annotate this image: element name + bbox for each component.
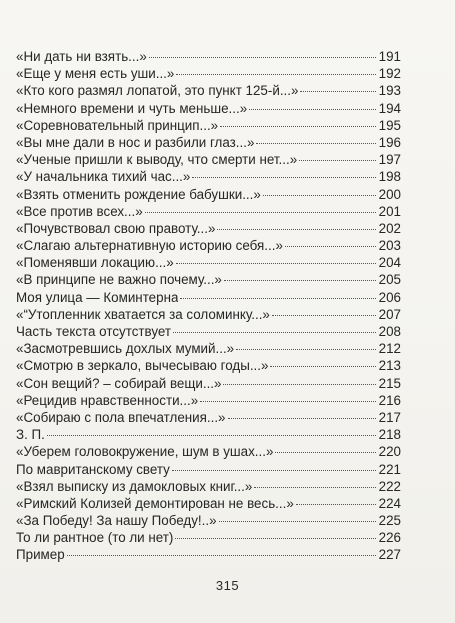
toc-entry-page: 193 [378, 83, 401, 99]
toc-entry [16, 461, 401, 478]
toc-entry-page: 227 [378, 547, 401, 563]
toc-entry-page: 202 [378, 220, 401, 236]
dot-leader [270, 366, 375, 367]
toc-entry-title: «Ни дать ни взять...» [16, 49, 147, 64]
toc-entry [16, 220, 401, 237]
toc-entry [16, 100, 401, 117]
toc-entry [16, 48, 401, 65]
toc-entry-title: «В принципе не важно почему...» [16, 272, 222, 288]
dot-leader [47, 435, 376, 436]
toc-entry-title: «Засмотревшись дохлых мумий...» [16, 341, 235, 357]
toc-entry [16, 529, 401, 546]
toc-entry-title: То ли рантное (то ли нет) [16, 530, 174, 546]
dot-leader [145, 212, 376, 213]
toc-entry-title: «Ученые пришли к выводу, что смерти нет...» [16, 152, 298, 168]
toc-entry-title: «Слагаю альтернативную историю себя...» [16, 238, 283, 254]
toc-entry-page: 191 [378, 49, 401, 64]
toc-entry [16, 151, 401, 168]
toc-entry [16, 478, 401, 495]
dot-leader [249, 109, 376, 110]
toc-entry-page: 206 [378, 289, 401, 305]
dot-leader [175, 538, 375, 539]
toc-entry-page: 212 [378, 341, 401, 357]
toc-entry-title: Моя улица — Коминтерна [16, 289, 179, 305]
toc-entry-title: З. П. [16, 427, 45, 443]
dot-leader [228, 418, 376, 419]
dot-leader [173, 332, 376, 333]
toc-entry-page: 221 [378, 461, 401, 477]
toc-entry-title: Часть текста отсутствует [16, 324, 172, 339]
toc-entry-page: 220 [378, 444, 401, 460]
toc-entry [16, 409, 401, 426]
toc-entry [16, 340, 401, 357]
toc-entry-page: 217 [378, 409, 401, 425]
dot-leader [192, 177, 375, 178]
toc-entry [16, 134, 401, 151]
dot-leader [224, 280, 376, 281]
toc-entry [16, 289, 401, 306]
toc-entry [16, 65, 401, 82]
dot-leader [176, 263, 376, 264]
toc-entry [16, 375, 401, 392]
toc-entry-page: 204 [378, 255, 401, 271]
dot-leader [263, 195, 376, 196]
toc-entry-page: 194 [378, 100, 401, 116]
toc-entry-page: 196 [378, 134, 401, 150]
dot-leader [299, 160, 376, 161]
toc-entry-title: «Немного времени и чуть меньше...» [16, 100, 248, 116]
toc-entry-title: «У начальника тихий час...» [16, 169, 191, 185]
dot-leader [275, 452, 375, 453]
toc-entry-title: «“Утопленник хватается за соломинку...» [16, 306, 270, 322]
toc-entry-title: «Поменявши локацию...» [16, 255, 174, 271]
table-of-contents [16, 48, 401, 564]
toc-entry-title: По мавританскому свету [16, 461, 170, 477]
toc-entry [16, 203, 401, 220]
toc-entry-title: «Взять отменить рождение бабушки...» [16, 186, 261, 202]
toc-entry-title: «Сон вещий? – собирай вещи...» [16, 375, 222, 391]
toc-entry [16, 117, 401, 134]
dot-leader [149, 57, 376, 58]
toc-entry [16, 392, 401, 409]
toc-entry-page: 213 [378, 358, 401, 374]
dot-leader [67, 555, 376, 556]
toc-entry [16, 271, 401, 288]
toc-entry-title: «Кто кого размял лопатой, это пункт 125-й...» [16, 83, 299, 99]
toc-entry-page: 205 [378, 272, 401, 288]
dot-leader [300, 91, 375, 92]
toc-entry-title: «Рецидив нравственности...» [16, 392, 199, 408]
toc-entry-title: «Вы мне дали в нос и разбили глаз...» [16, 134, 255, 150]
toc-entry-title: Пример [16, 547, 65, 563]
toc-entry-title: «Смотрю в зеркало, вычесываю годы...» [16, 358, 269, 374]
toc-entry [16, 495, 401, 512]
dot-leader [223, 384, 375, 385]
toc-entry-page: 218 [378, 427, 401, 443]
toc-entry-page: 195 [378, 117, 401, 133]
dot-leader [220, 126, 376, 127]
toc-entry-title: «За Победу! За нашу Победу!..» [16, 513, 217, 529]
toc-entry [16, 546, 401, 563]
toc-entry-page: 192 [378, 66, 401, 82]
toc-entry [16, 237, 401, 254]
toc-entry-page: 207 [378, 306, 401, 322]
toc-entry [16, 254, 401, 271]
dot-leader [285, 246, 376, 247]
toc-entry [16, 323, 401, 340]
toc-entry-page: 215 [378, 375, 401, 391]
dot-leader [172, 470, 376, 471]
toc-entry-page: 198 [378, 169, 401, 185]
dot-leader [272, 315, 376, 316]
dot-leader [176, 74, 375, 75]
toc-entry-page: 216 [378, 392, 401, 408]
toc-entry-title: «Еще у меня есть уши...» [16, 66, 175, 82]
page-number: 315 [215, 578, 240, 593]
dot-leader [256, 143, 375, 144]
dot-leader [180, 298, 375, 299]
toc-entry-page: 224 [378, 495, 401, 511]
dot-leader [254, 487, 375, 488]
toc-entry-title: «Все против всех...» [16, 203, 143, 219]
toc-entry-page: 200 [378, 186, 401, 202]
toc-entry-page: 197 [378, 152, 401, 168]
toc-entry-page: 203 [378, 238, 401, 254]
toc-entry [16, 186, 401, 203]
toc-entry [16, 357, 401, 374]
toc-entry-page: 222 [378, 478, 401, 494]
toc-entry-title: «Почувствовал свою правоту...» [16, 220, 216, 236]
toc-entry [16, 168, 401, 185]
toc-entry [16, 443, 401, 460]
dot-leader [236, 349, 376, 350]
toc-entry [16, 426, 401, 443]
toc-entry-page: 225 [378, 513, 401, 529]
toc-entry [16, 82, 401, 99]
toc-entry-title: «Взял выписку из дамокловых книг...» [16, 478, 253, 494]
dot-leader [217, 229, 375, 230]
toc-entry-title: «Уберем головокружение, шум в ушах...» [16, 444, 274, 460]
dot-leader [200, 401, 375, 402]
toc-entry-page: 208 [378, 324, 401, 339]
toc-entry-title: «Собираю с пола впечатления...» [16, 409, 226, 425]
toc-entry-page: 226 [378, 530, 401, 546]
toc-entry [16, 306, 401, 323]
toc-entry-page: 201 [378, 203, 401, 219]
toc-entry-title: «Римский Колизей демонтирован не весь...» [16, 495, 294, 511]
toc-entry-title: «Соревновательный принцип...» [16, 117, 219, 133]
dot-leader [219, 521, 376, 522]
dot-leader [296, 504, 376, 505]
toc-entry [16, 512, 401, 529]
